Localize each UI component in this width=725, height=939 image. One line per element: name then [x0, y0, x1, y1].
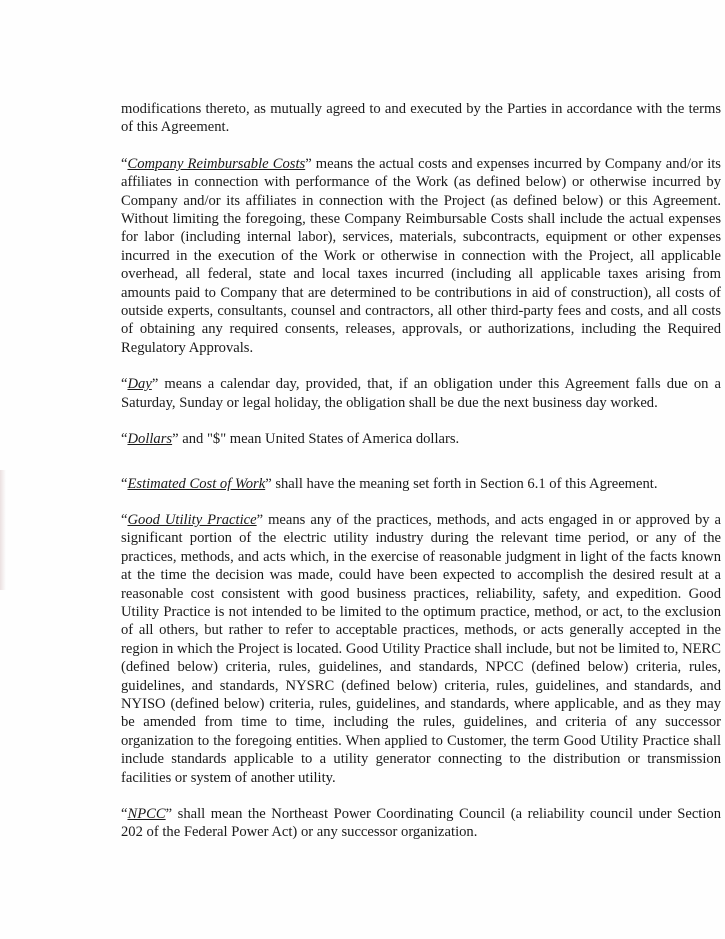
close-quote: ”	[265, 475, 272, 492]
defined-term: Good Utility Practice	[127, 511, 257, 528]
defined-term: NPCC	[127, 806, 166, 822]
defined-term: Dollars	[127, 431, 173, 448]
open-quote: “	[121, 806, 128, 822]
close-quote: ”	[151, 376, 159, 393]
definition-text: means the actual costs and expenses incurred by Company and/or its affiliates in connection with performance of the Work (as defined below) or otherwise incurred by Company and/or its affiliates in connection with the Project (as defined below) or this Agreement. Without limiting the foregoing, these Company Reimbursable Costs shall include the actual expenses for labor (including internal labor), services, materials, subcontracts, equipment or other expenses incurred in the execution of the Work or otherwise in connection with the Project, all applicable overhead, all federal, state and local taxes incurred (including all applicable taxes arising from amounts paid to Company that are determined to be contributions in aid of construction), all costs of outside experts, consultants, counsel and contractors, all other third-party fees and costs, and all costs of obtaining any required consents, releases, approvals, or authorizations, including the Required Regulatory Approvals.	[121, 155, 721, 356]
close-quote: ”	[305, 155, 312, 172]
open-quote: “	[121, 475, 128, 492]
open-quote: “	[121, 155, 128, 172]
definition-dollars	[121, 430, 721, 448]
close-quote: ”	[256, 511, 264, 528]
open-quote: “	[121, 511, 128, 528]
defined-term: Day	[127, 376, 152, 393]
paragraph-text: modifications thereto, as mutually agreed to and executed by the Parties in accordance with the terms of this Agreement.	[121, 101, 721, 136]
definition-text: means any of the practices, methods, and acts engaged in or approved by a significant portion of the electric utility industry during the relevant time period, or any of the practices, methods, and acts which, in the exercise of reasonable judgment in light of the facts known at the time the decision was made, could have been expected to accomplish the desired result at a reasonable cost consistent with good business practices, reliability, safety, and expedition. Good Utility Practice is not intended to be limited to the optimum practice, method, or act, to the exclusion of all others, but rather to refer to acceptable practices, methods, or acts generally accepted in the region in which the Project is located. Good Utility Practice shall include, but not be limited to, NERC (defined below) criteria, rules, guidelines, and standards, NPCC (defined below) criteria, rules, guidelines, and standards, NYSRC (defined below) criteria, rules, guidelines, and standards, and NYISO (defined below) criteria, rules, guidelines, and standards, where applicable, and as they may be amended from time to time, including the rules, guidelines, and criteria of any successor organization to the foregoing entities. When applied to Customer, the term Good Utility Practice shall include standards applicable to a utility generator connecting to the distribution or transmission facilities or system of another utility.	[121, 511, 722, 786]
open-quote: “	[121, 431, 128, 448]
defined-term: Estimated Cost of Work	[127, 475, 266, 492]
close-quote: ”	[172, 431, 179, 448]
definition-good-utility-practice	[121, 511, 721, 787]
definition-company-reimbursable-costs	[121, 155, 721, 357]
definition-estimated-cost-of-work	[121, 475, 721, 493]
paragraph-continuation	[121, 100, 721, 137]
defined-term: Company Reimbursable Costs	[127, 155, 306, 172]
scan-artifact	[0, 470, 6, 590]
definition-npcc	[121, 805, 721, 842]
document-body	[121, 100, 721, 860]
definition-day	[121, 375, 721, 412]
definition-text: means a calendar day, provided, that, if an obligation under this Agreement falls due on a Saturday, Sunday or legal holiday, the obligation shall be due the next business day worked.	[121, 376, 721, 411]
definition-text: and "$" mean United States of America dollars.	[178, 431, 460, 448]
close-quote: ”	[165, 806, 173, 822]
open-quote: “	[121, 376, 128, 393]
definition-text: shall have the meaning set forth in Section 6.1 of this Agreement.	[271, 475, 658, 492]
definition-text: shall mean the Northeast Power Coordinating Council (a reliability council under Section 202 of the Federal Power Act) or any successor organization.	[121, 806, 721, 841]
